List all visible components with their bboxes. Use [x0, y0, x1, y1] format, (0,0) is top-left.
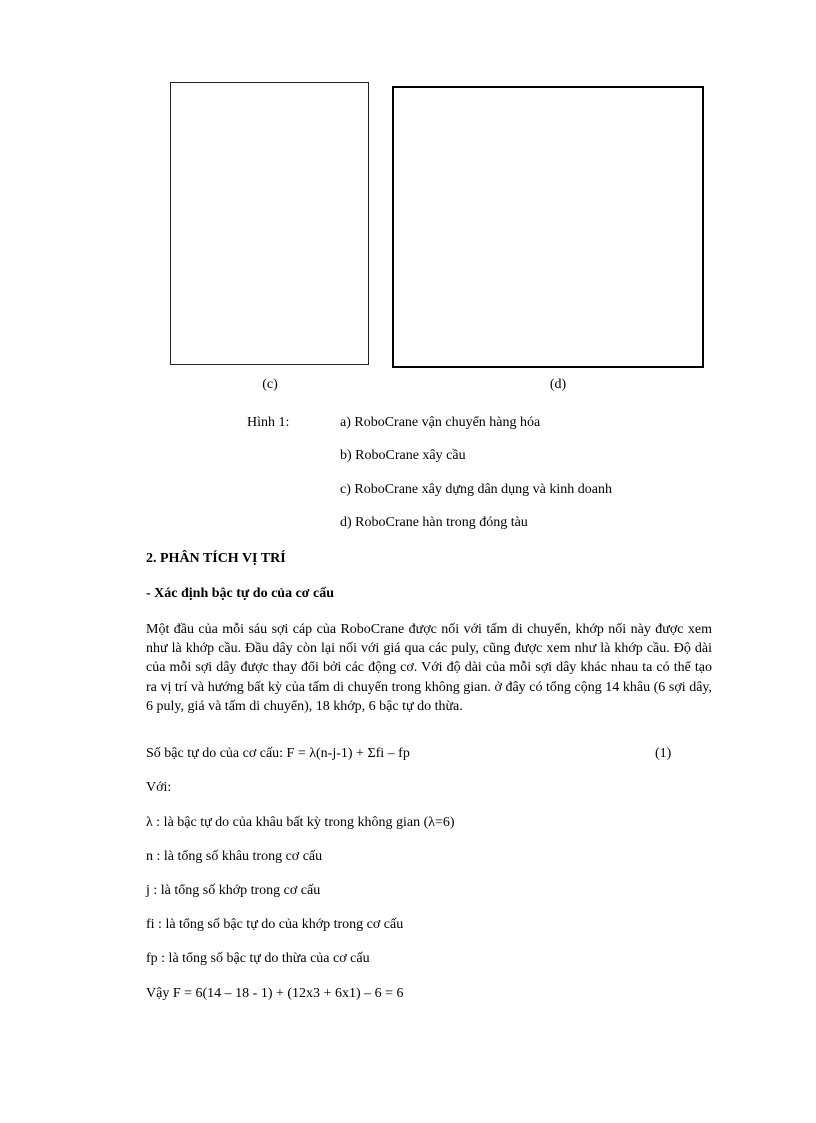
- figure-c-image: [170, 82, 369, 365]
- figure-caption-b: b) RoboCrane xây cầu: [340, 448, 466, 463]
- definition-j: j : là tổng số khớp trong cơ cấu: [146, 883, 321, 898]
- definition-n: n : là tổng số khâu trong cơ cấu: [146, 849, 323, 864]
- section-subheading: - Xác định bậc tự do của cơ cấu: [146, 586, 335, 601]
- section-heading: 2. PHÂN TÍCH VỊ TRÍ: [146, 551, 286, 566]
- figure-caption-d: d) RoboCrane hàn trong đóng tàu: [340, 515, 528, 530]
- figure-d-label: (d): [549, 377, 567, 392]
- formula-number: (1): [655, 746, 672, 761]
- figure-c-label: (c): [262, 377, 278, 392]
- figure-caption-a: a) RoboCrane vận chuyển hàng hóa: [340, 415, 541, 430]
- formula-line: Số bậc tự do của cơ cấu: F = λ(n-j-1) + Σfi – fp: [146, 746, 410, 761]
- definition-fi: fi : là tổng số bậc tự do của khớp trong cơ cấu: [146, 917, 404, 932]
- figure-caption-title: Hình 1:: [247, 415, 290, 430]
- definition-lambda: λ : là bậc tự do của khâu bất kỳ trong không gian (λ=6): [146, 815, 455, 830]
- figure-caption-c: c) RoboCrane xây dựng dân dụng và kinh doanh: [340, 482, 612, 497]
- body-paragraph: Một đầu của mỗi sáu sợi cáp của RoboCrane được nối với tấm di chuyển, khớp nối này được xem như là khớp cầu. Đầu dây còn lại nối với giá qua các puly, cũng được xem như là khớp cầu. Độ dài của mỗi sợi dây được thay đổi bởi các động cơ. Với độ dài của mỗi sợi dây khác nhau ta có thể tạo ra vị trí và hướng bất kỳ của tấm di chuyển trong không gian. ở đây có tổng cộng 14 khâu (6 sợi dây, 6 puly, giá và tấm di chuyển), 18 khớp, 6 bậc tự do thừa.: [146, 622, 712, 714]
- definition-fp: fp : là tổng số bậc tự do thừa của cơ cấu: [146, 951, 370, 966]
- figure-d-image: [392, 86, 704, 368]
- result-line: Vậy F = 6(14 – 18 - 1) + (12x3 + 6x1) – 6 = 6: [146, 986, 404, 1001]
- with-label: Với:: [146, 780, 172, 795]
